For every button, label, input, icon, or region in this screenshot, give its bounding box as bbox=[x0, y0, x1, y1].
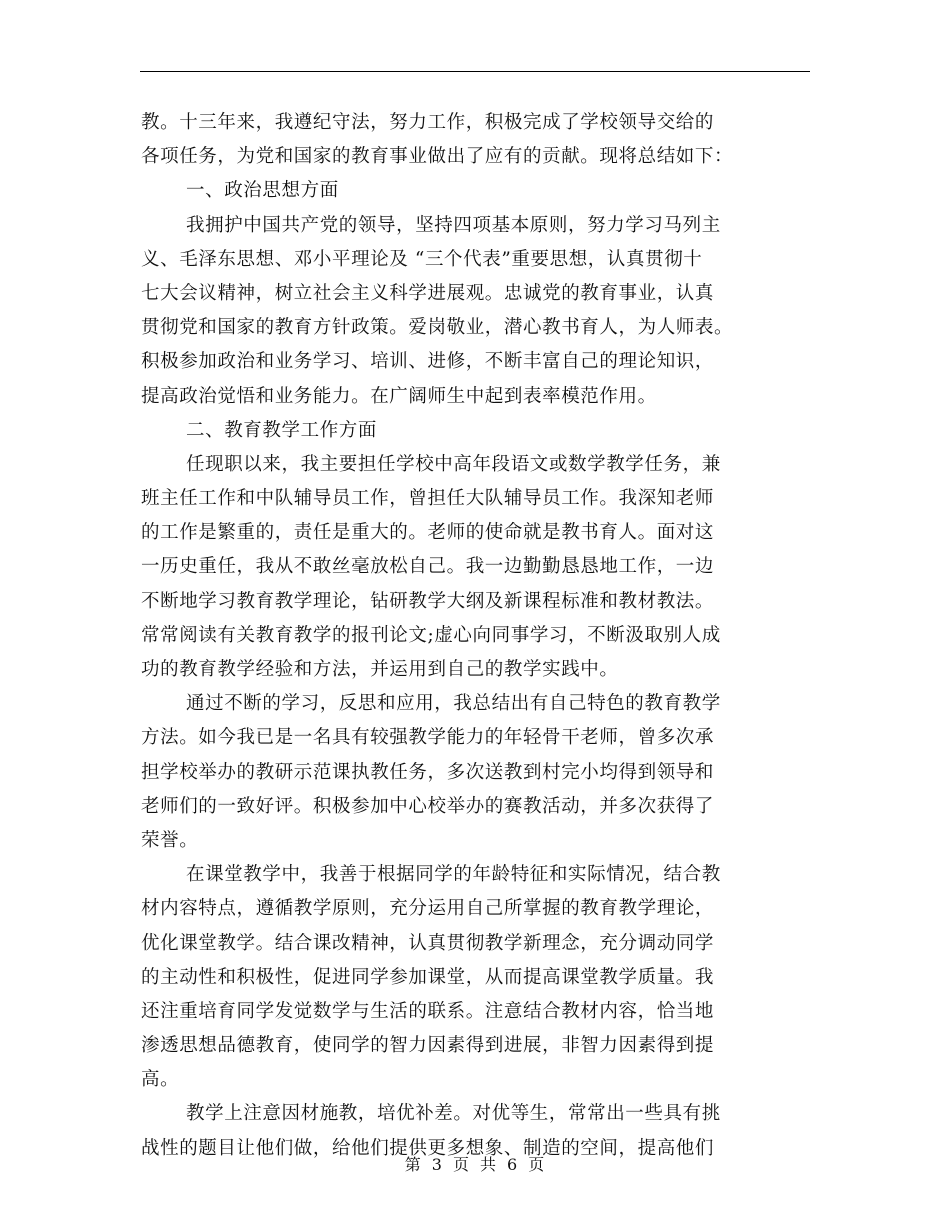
header-rule bbox=[140, 71, 810, 72]
text-line: 功的教育教学经验和方法，并运用到自己的教学实践中。 bbox=[141, 659, 619, 680]
text-line: 不断地学习教育教学理论，钻研教学大纲及新课程标准和教材教法。 bbox=[141, 590, 715, 612]
text-line: 积极参加政治和业务学习、培训、进修，不断丰富自己的理论知识， bbox=[141, 351, 715, 373]
text-line: 班主任工作和中队辅导员工作，曾担任大队辅导员工作。我深知老师 bbox=[141, 488, 715, 510]
text-line: 的主动性和积极性，促进同学参加课堂，从而提高课堂教学质量。我 bbox=[141, 966, 715, 988]
footer-page-word: 页 bbox=[452, 1155, 470, 1174]
footer-prefix: 第 bbox=[404, 1155, 422, 1174]
text-line: 渗透思想品德教育，使同学的智力因素得到进展，非智力因素得到提 bbox=[141, 1035, 715, 1057]
text-line: 方法。如今我已是一名具有较强教学能力的年轻骨干老师，曾多次承 bbox=[141, 727, 715, 749]
text-line: 常常阅读有关教育教学的报刊论文;虚心向同事学习，不断汲取别人成 bbox=[141, 624, 721, 646]
text-line: 荣誉。 bbox=[141, 829, 199, 851]
page-footer bbox=[0, 1152, 950, 1175]
text-line: 材内容特点，遵循教学原则，充分运用自己所掌握的教育教学理论， bbox=[141, 898, 715, 920]
text-line: 贯彻党和国家的教育方针政策。爱岗敬业，潜心教书育人，为人师表。 bbox=[141, 317, 734, 339]
text-line: 任现职以来，我主要担任学校中高年段语文或数学教学任务，兼 bbox=[186, 453, 721, 475]
text-line: 一历史重任，我从不敢丝毫放松自己。我一边勤勤恳恳地工作，一边 bbox=[141, 556, 715, 578]
text-line: 战性的题目让他们做，给他们提供更多想象、制造的空间，提高他们 bbox=[141, 1137, 715, 1159]
text-line: 还注重培育同学发觉数学与生活的联系。注意结合教材内容，恰当地 bbox=[141, 1000, 715, 1022]
text-line: 义、毛泽东思想、邓小平理论及 “三个代表”重要思想，认真贯彻十 bbox=[141, 248, 703, 270]
text-line: 优化课堂教学。结合课改精神，认真贯彻教学新理念，充分调动同学 bbox=[141, 932, 715, 954]
text-line: 二、教育教学工作方面 bbox=[186, 419, 378, 441]
current-page-number: 3 bbox=[431, 1155, 443, 1174]
text-line: 我拥护中国共产党的领导，坚持四项基本原则，努力学习马列主 bbox=[186, 214, 721, 236]
footer-total-word: 共 bbox=[480, 1155, 498, 1174]
text-line: 各项任务，为党和国家的教育事业做出了应有的贡献。现将总结如下： bbox=[141, 146, 734, 168]
text-line: 在课堂教学中，我善于根据同学的年龄特征和实际情况，结合教 bbox=[186, 864, 721, 886]
text-line: 提高政治觉悟和业务能力。在广阔师生中起到表率模范作用。 bbox=[141, 385, 657, 407]
text-line: 担学校举办的教研示范课执教任务，多次送教到村完小均得到领导和 bbox=[141, 761, 715, 783]
text-line: 通过不断的学习，反思和应用，我总结出有自己特色的教育教学 bbox=[186, 693, 721, 715]
footer-suffix: 页 bbox=[528, 1155, 546, 1174]
total-page-number: 6 bbox=[507, 1155, 519, 1174]
text-line: 的工作是繁重的，责任是重大的。老师的使命就是教书育人。面对这 bbox=[141, 522, 715, 544]
text-line: 七大会议精神，树立社会主义科学进展观。忠诚党的教育事业，认真 bbox=[141, 282, 715, 304]
text-line: 教学上注意因材施教，培优补差。对优等生，常常出一些具有挑 bbox=[186, 1103, 721, 1125]
text-line: 高。 bbox=[141, 1069, 180, 1091]
text-line: 教。十三年来，我遵纪守法，努力工作，积极完成了学校领导交给的 bbox=[141, 112, 715, 133]
document-body bbox=[141, 106, 811, 1166]
text-line: 一、政治思想方面 bbox=[186, 180, 339, 202]
text-line: 老师们的一致好评。积极参加中心校举办的赛教活动，并多次获得了 bbox=[141, 795, 715, 817]
